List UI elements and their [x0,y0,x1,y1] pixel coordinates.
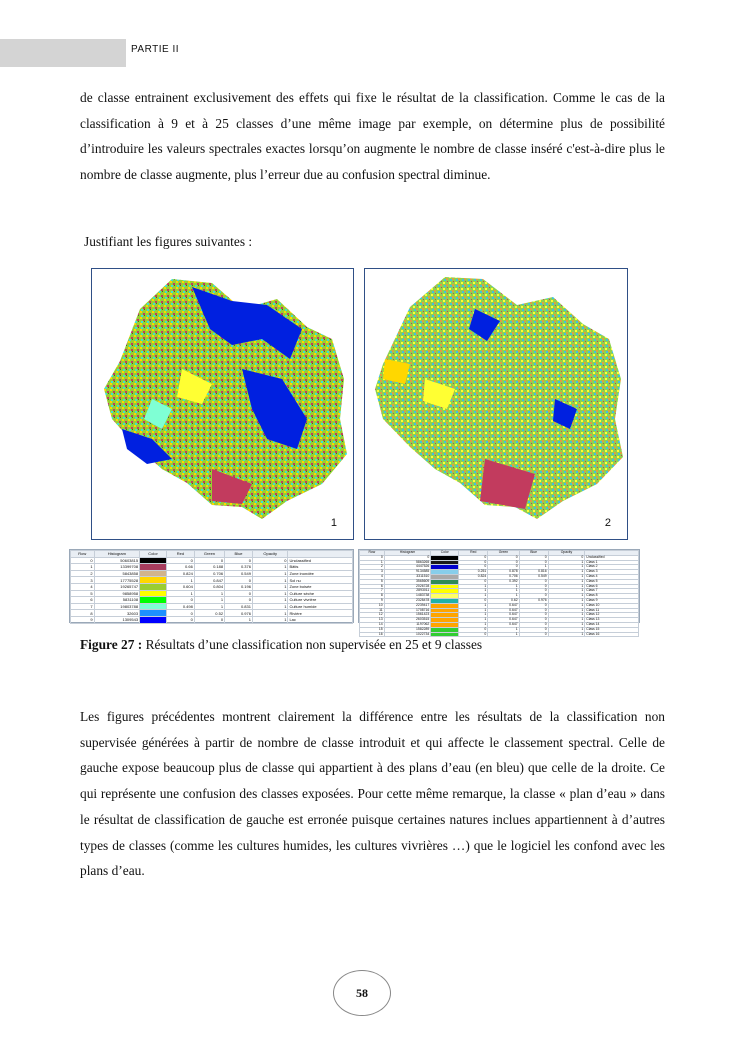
table-cell-hist: 19265747 [94,583,139,590]
color-swatch [140,610,167,617]
table-cell-green: 1 [488,584,519,589]
table-cell-name: Class 8 [585,594,639,599]
table-header-cell: Red [166,551,194,558]
table-cell-blue: 1 [519,565,548,570]
table-cell-row: 0 [71,557,95,564]
table-cell-name: Class 5 [585,579,639,584]
table-cell-blue: 1 [225,616,253,623]
table-cell-red: 0.66 [166,564,194,571]
table-cell-red: 0 [166,610,194,617]
table-header-cell: Green [488,551,519,556]
table-cell-row: 4 [71,583,95,590]
table-cell-red: 1 [459,608,488,613]
table-cell-opacity: 1 [252,597,287,604]
table-cell-name: Lac [288,616,353,623]
table-cell-opacity: 1 [548,603,585,608]
table-cell-red: 0.251 [459,570,488,575]
table-header-cell: Histogram [384,551,431,556]
table-cell-green: 1 [194,603,224,610]
table-cell-hist: 2603515 [384,618,431,623]
table-cell-name: Zone inondée [288,570,353,577]
table-cell-opacity: 1 [252,564,287,571]
table-cell-name: Class 1 [585,560,639,565]
table-cell-red: 0 [459,632,488,637]
table-cell-green: 1 [488,589,519,594]
table-cell-opacity: 1 [548,608,585,613]
table-cell-blue: 0 [519,627,548,632]
table-cell-red: 0.824 [166,570,194,577]
color-swatch [140,590,167,597]
table-cell-blue: 0 [225,597,253,604]
table-cell-row: 5 [71,590,95,597]
table-cell-blue: 0 [225,557,253,564]
table-cell-green: 0.188 [194,564,224,571]
table-cell-hist: 9134585 [384,570,431,575]
table-cell-row: 1 [360,560,385,565]
map-figure-2 [364,268,628,540]
table-cell-hist: 1582289 [384,627,431,632]
color-swatch [140,570,167,577]
attribute-table-right [358,549,640,636]
table-cell-opacity: 1 [548,565,585,570]
table-cell-opacity: 1 [548,622,585,627]
table-cell-hist: 1197062 [384,622,431,627]
page-number: 58 [333,970,391,1016]
table-cell-name: Class 11 [585,608,639,613]
table-cell-row: 13 [360,618,385,623]
table-cell-red: 1 [459,594,488,599]
table-cell-green: 1 [488,594,519,599]
table-cell-hist: 1309543 [94,616,139,623]
table-cell-name: Class 9 [585,598,639,603]
table-cell-blue: 0.196 [225,583,253,590]
table-cell-red: 0 [166,597,194,604]
table-cell-opacity: 1 [548,627,585,632]
color-swatch [140,564,167,571]
table-cell-green: 0.647 [488,622,519,627]
table-cell-row: 6 [71,597,95,604]
table-cell-opacity: 1 [548,589,585,594]
figure-caption-text: Résultats d’une classification non supervisée en 25 et 9 classes [142,637,483,652]
table-cell-name: Unclassified [288,557,353,564]
table-cell-hist: 1483738 [384,594,431,599]
table-cell-name: Class 2 [585,565,639,570]
header-band [0,39,126,67]
table-cell-opacity: 1 [548,574,585,579]
table-cell-row: 12 [360,613,385,618]
table-cell-name: Bâtis [288,564,353,571]
table-cell-name: Class 7 [585,589,639,594]
table-cell-row: 2 [360,565,385,570]
table-row [71,616,353,623]
table-cell-blue: 0 [519,584,548,589]
table-header-cell: Row [360,551,385,556]
table-row [71,603,353,610]
table-cell-hist: 5863265 [384,560,431,565]
table-cell-row: 7 [360,589,385,594]
table-cell-green: 0.62 [488,598,519,603]
color-swatch [140,557,167,564]
table-cell-row: 9 [71,616,95,623]
attribute-table-left [69,549,354,623]
table-cell-green: 0.647 [488,613,519,618]
table-cell-row: 8 [71,610,95,617]
table-cell-red: 1 [459,618,488,623]
table-cell-row: 6 [360,584,385,589]
map-number-2: 2 [604,517,611,529]
table-cell-row: 5 [360,579,385,584]
table-cell-name: Unclassified [585,555,639,560]
table-cell-hist: 3311510 [384,574,431,579]
table-cell-green: 1 [488,627,519,632]
table-header-cell: Color [431,551,459,556]
table-cell-row: 1 [71,564,95,571]
color-swatch [140,603,167,610]
table-cell-blue: 0 [519,608,548,613]
table-cell-hist: 2026728 [384,584,431,589]
table-cell-opacity: 1 [252,570,287,577]
table-cell-opacity: 1 [548,570,585,575]
table-cell-hist: 3565609 [384,579,431,584]
table-header-cell: Opacity [548,551,585,556]
table-cell-blue: 0.376 [225,564,253,571]
justification-line: Justifiant les figures suivantes : [84,234,253,249]
table-cell-blue: 0.549 [225,570,253,577]
table-cell-hist: 17775528 [94,577,139,584]
table-cell-red: 1 [459,622,488,627]
table-cell-hist: 1022734 [384,632,431,637]
table-cell-red: 1 [459,589,488,594]
table-row [71,577,353,584]
table-cell-name: Rivière [288,610,353,617]
section-header: PARTIE II [131,44,180,55]
table-cell-row: 15 [360,627,385,632]
table-cell-hist: 0 [384,555,431,560]
table-cell-opacity: 1 [548,613,585,618]
table-cell-blue: 0 [225,577,253,584]
table-cell-red: 0 [459,565,488,570]
table-cell-opacity: 1 [252,590,287,597]
table-cell-opacity: 1 [548,618,585,623]
table-cell-green: 0.392 [488,579,519,584]
color-swatch [140,583,167,590]
table-cell-opacity: 1 [252,583,287,590]
table-cell-row: 14 [360,622,385,627]
table-cell-red: 1 [459,603,488,608]
table-cell-opacity: 0 [252,557,287,564]
table-cell-name: Class 13 [585,618,639,623]
table-header-cell: Blue [225,551,253,558]
table-cell-green: 0.647 [488,618,519,623]
map-figure-1 [91,268,354,540]
table-cell-blue: 0.816 [519,570,548,575]
table-cell-hist: 2328478 [384,598,431,603]
table-row [71,583,353,590]
table-cell-name: Culture sèche [288,590,353,597]
table-cell-red: 0.498 [166,603,194,610]
table-cell-red: 0 [459,555,488,560]
table-cell-green: 0.706 [488,574,519,579]
table-cell-red: 0 [166,557,194,564]
table-header-cell: Histogram [94,551,139,558]
table-cell-hist: 2893011 [384,589,431,594]
table-cell-blue: 0 [519,594,548,599]
table-cell-name: Class 6 [585,584,639,589]
table-cell-green: 1 [194,590,224,597]
table-header-cell: Blue [519,551,548,556]
map-number-1: 1 [330,517,337,529]
table-cell-green: 0.647 [488,603,519,608]
table-cell-blue: 0 [519,560,548,565]
table-cell-red: 0 [459,598,488,603]
table-cell-name: Class 12 [585,613,639,618]
table-cell-red: 1 [459,613,488,618]
table-header-cell [288,551,353,558]
table-row [71,564,353,571]
table-cell-red: 1 [166,590,194,597]
table-cell-green: 0 [488,565,519,570]
table-cell-opacity: 1 [252,577,287,584]
table-cell-name: Culture vivrière [288,597,353,604]
table-cell-opacity: 1 [252,610,287,617]
table-cell-blue: 0.976 [519,598,548,603]
table-header-cell: Color [140,551,167,558]
table-cell-row: 3 [71,577,95,584]
table-cell-name: Class 14 [585,622,639,627]
table-cell-blue: 0 [519,579,548,584]
color-swatch [140,577,167,584]
body-paragraph-2: Les figures précédentes montrent clairement la différence entre les résultats de la classification non supervisée générées à partir de nombre de classe introduit et qui affecte le classement spectral. Celle de gauche expose beaucoup plus de classe qui appartient à des plans d’eau (en bleu) que celle de la droite. Ce qui représente une confusion des classes exposées. Pour cette même remarque, la classe « plan d’eau » dans le résultat de classification de gauche est erronée puisque certaines natures inclues appartiennent à d’autres types de classes (comme les cultures humides, les cultures vivrières …) que le logiciel les confond avec les plans d’eau. [80,709,665,879]
table-cell-name: Class 4 [585,574,639,579]
table-cell-blue: 0.831 [225,603,253,610]
table-cell-row: 10 [360,603,385,608]
table-cell-red: 1 [166,577,194,584]
table-cell-row: 8 [360,594,385,599]
table-header-cell: Red [459,551,488,556]
table-cell-hist: 2239417 [384,603,431,608]
table-cell-blue: 0.976 [225,610,253,617]
table-cell-green: 0.847 [194,577,224,584]
table-cell-hist: 1708716 [384,608,431,613]
classification-map-9-classes [365,269,627,539]
table-cell-name: Class 10 [585,603,639,608]
table-cell-blue: 0 [519,555,548,560]
table-cell-green: 0.52 [194,610,224,617]
table-cell-hist: 4447526 [384,565,431,570]
classification-map-25-classes [92,269,353,539]
table-cell-green: 0.647 [488,608,519,613]
color-swatch [140,616,167,623]
table-cell-name: Class 15 [585,627,639,632]
table-cell-green: 0 [194,557,224,564]
table-cell-row: 2 [71,570,95,577]
table-cell-hist: 5831108 [94,597,139,604]
table-cell-blue: 0 [519,613,548,618]
table-cell-opacity: 0 [548,555,585,560]
table-cell-row: 11 [360,608,385,613]
table-cell-green: 0 [488,560,519,565]
table-cell-red: 0.604 [166,583,194,590]
table-cell-blue: 0.549 [519,574,548,579]
table-row [71,597,353,604]
table-cell-opacity: 1 [548,598,585,603]
table-cell-blue: 0 [519,632,548,637]
table-cell-row: 7 [71,603,95,610]
table-cell-green: 0.706 [194,570,224,577]
table-row [71,557,353,564]
table-row [71,570,353,577]
table-cell-hist: 5843858 [94,570,139,577]
table-cell-green: 0.804 [194,583,224,590]
table-cell-hist: 32603 [94,610,139,617]
table-cell-blue: 0 [225,590,253,597]
table-cell-blue: 0 [519,589,548,594]
table-cell-green: 0.878 [488,570,519,575]
table-header-cell: Row [71,551,95,558]
table-cell-red: 0 [459,627,488,632]
table-cell-row: 3 [360,570,385,575]
table-cell-opacity: 1 [548,560,585,565]
table-header-cell: Opacity [252,551,287,558]
table-cell-hist: 19803788 [94,603,139,610]
table-cell-opacity: 1 [252,616,287,623]
table-cell-blue: 0 [519,622,548,627]
table-cell-opacity: 1 [548,632,585,637]
table-cell-name: Class 16 [585,632,639,637]
table-cell-name: Class 3 [585,570,639,575]
table-cell-name: Sol nu [288,577,353,584]
table-cell-green: 1 [488,632,519,637]
table-cell-red: 1 [459,584,488,589]
table-cell-red: 0 [459,560,488,565]
table-cell-blue: 0 [519,618,548,623]
table-cell-row: 16 [360,632,385,637]
table-cell-opacity: 1 [548,594,585,599]
table-row [71,610,353,617]
table-cell-hist: 9858958 [94,590,139,597]
table-cell-row: 9 [360,598,385,603]
table-cell-row: 4 [360,574,385,579]
table-cell-green: 0 [194,616,224,623]
table-cell-opacity: 1 [548,584,585,589]
table-cell-name: Culture humide [288,603,353,610]
table-row [71,590,353,597]
table-cell-blue: 0 [519,603,548,608]
table-cell-green: 1 [194,597,224,604]
table-cell-hist: 1561423 [384,613,431,618]
table-cell-row: 0 [360,555,385,560]
table-cell-red: 0 [459,579,488,584]
table-cell-opacity: 1 [252,603,287,610]
table-header-cell: Green [194,551,224,558]
table-cell-green: 0 [488,555,519,560]
table-cell-hist: 50603815 [94,557,139,564]
table-cell-name: Zone boisée [288,583,353,590]
table-cell-opacity: 1 [548,579,585,584]
table-cell-red: 0.824 [459,574,488,579]
figure-caption-label: Figure 27 : [80,637,143,652]
table-cell-red: 0 [166,616,194,623]
color-swatch [140,597,167,604]
figure-caption [80,637,482,653]
table-cell-hist: 13399708 [94,564,139,571]
body-paragraph-1: de classe entrainent exclusivement des effets qui fixe le résultat de la classification. Comme le cas de la classification à 9 et à 25 classes d’une même image par exemple, on détermine plus de possibilité d’introduire les valeurs spectrales exactes lorsqu’on augmente le nombre de classe inséré c'est-à-dire plus le nombre de classe augmente, plus l’erreur due au confusion spectral diminue. [80,90,665,183]
